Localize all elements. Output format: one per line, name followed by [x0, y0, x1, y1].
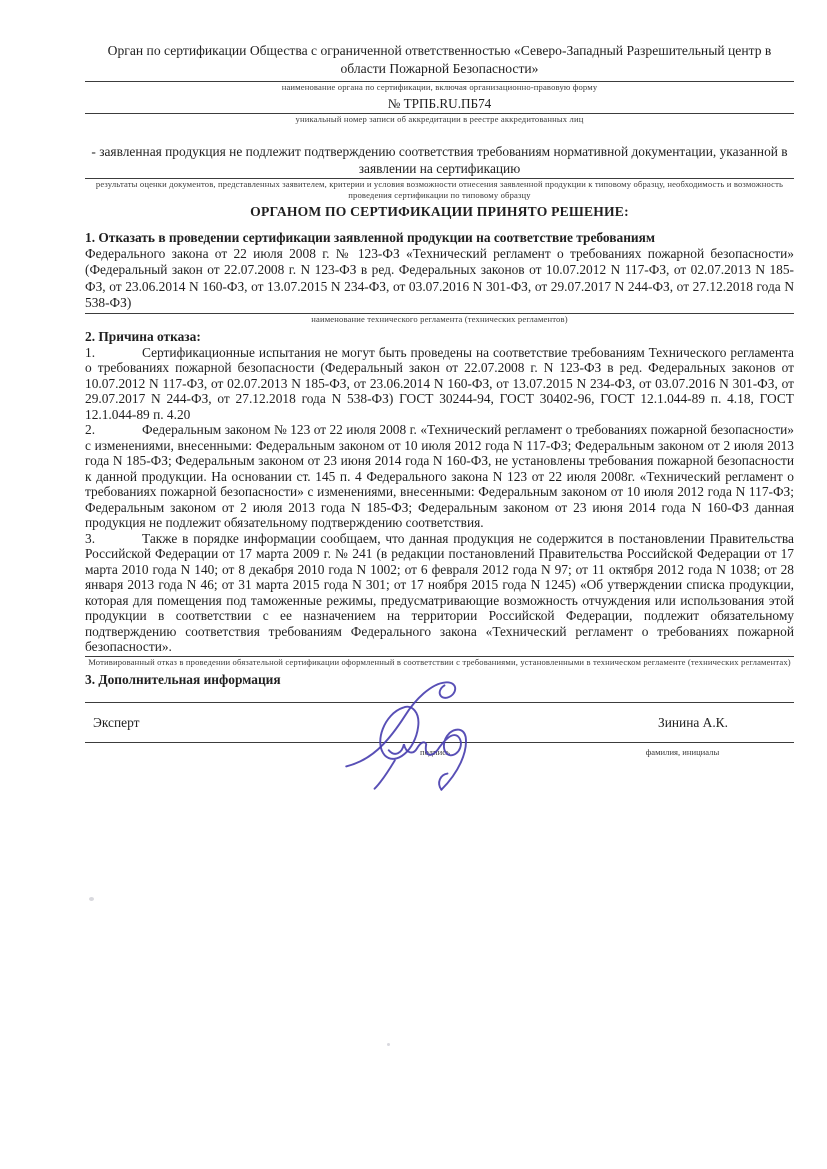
section3-heading: 3. Дополнительная информация: [85, 671, 281, 687]
org-name-caption: наименование органа по сертификации, включая организационно-правовую форму: [281, 82, 598, 92]
item-number: 3.: [85, 530, 96, 546]
signer-name: Зинина А.К.: [658, 714, 728, 730]
scan-artifact: [387, 1043, 390, 1046]
section2-caption: Мотивированный отказ в проведении обязательной сертификации оформленный в соответствии с требованиями, установленными в техническом регламенте (технических регламентах): [88, 656, 791, 667]
item-text: Также в порядке информации сообщаем, что данная продукция не содержится в постановлении Правительства Российской Федерации от 17 марта 2009 г. № 241 (в редакции постановлений Правительства Российской Федерации от 17 марта 2010 года N 140; от 8 декабря 2010 года N 1002; от 6 февраля 2012 года N 97; от 11 октября 2012 года N 1038; от 28 января 2013 года N 46; от 31 марта 2015 года N 301; от 17 ноября 2015 года N 1245) «Об утверждении списка продукции, которая для помещения под таможенные режимы, предусматривающие возможность отчуждения или использования этой продукции в соответствии с ее назначением на территории Российской Федерации, подлежит обязательному подтверждению соответствия требованиям Федерального закона «Технический регламент о требованиях пожарной безопасности».: [85, 530, 794, 655]
item-number: 1.: [85, 344, 96, 360]
document-content: [85, 42, 794, 768]
section2-heading: 2. Причина отказа:: [85, 328, 201, 344]
signature-rule-top: [85, 702, 794, 703]
item-text: Федеральным законом № 123 от 22 июля 2008 г. «Технический регламент о требованиях пожарной безопасности» с изменениями, внесенными: Федеральным законом от 10 июля 2012 года N 117-ФЗ; Федеральным законом от 2 июля 2013 года N 185-ФЗ; Федеральным законом от 23 июня 2014 года N 160-ФЗ, не установлены требования пожарной безопасности к данной продукции. На основании ст. 145 п. 4 Федерального закона N 123 от 22 июля 2008г. «Технический регламент о требованиях пожарной безопасности» с изменениями, внесенными: Федеральным законом от 10 июля 2012 года N 117-ФЗ; Федеральным законом от 2 июля 2013 года N 185-ФЗ; Федеральным законом от 23 июня 2014 года N 160-ФЗ данная продукция не подлежит обязательному подтверждению соответствия.: [85, 422, 794, 531]
accreditation-number: № ТРПБ.RU.ПБ74: [387, 96, 492, 111]
certification-body-name: Орган по сертификации Общества с ограниченной ответственностью «Северо-Западный Разрешительный центр в области Пожарной Безопасности»: [107, 43, 772, 76]
item-number: 2.: [85, 422, 96, 438]
section1-heading: 1. Отказать в проведении сертификации заявленной продукции на соответствие требованиям: [85, 230, 656, 245]
signer-role: Эксперт: [93, 714, 140, 730]
name-caption: фамилия, инициалы: [645, 746, 720, 757]
section1-body: Федерального закона от 22 июля 2008 г. № 123-ФЗ «Технический регламент о требованиях пожарной безопасности» (Федеральный закон от 22.07.2008 г. N 123-ФЗ в ред. Федеральных законов от 10.07.2012 N 117-ФЗ, от 02.07.2013 N 185-ФЗ, от 23.06.2014 N 160-ФЗ, от 13.07.2015 N 234-ФЗ, от 03.07.2016 N 301-ФЗ, от 29.07.2017 N 244-ФЗ, от 27.12.2018 года N 538-ФЗ): [85, 246, 794, 311]
signature-caption: подпись: [420, 746, 450, 757]
assessment-caption: результаты оценки документов, представленных заявителем, критерии и условия возможности отнесения заявленной продукции к типовому образцу, необходимость и возможность проведения сертификации по типовому образцу: [95, 179, 784, 200]
refusal-reason-item: [85, 345, 794, 423]
accreditation-number-caption: уникальный номер записи об аккредитации в реестре аккредитованных лиц: [295, 114, 584, 124]
scan-artifact: [89, 897, 94, 901]
refusal-reason-item: [85, 531, 794, 655]
item-text: Сертификационные испытания не могут быть проведены на соответствие требованиям Технического регламента о требованиях пожарной безопасности (Федеральный закон от 22.07.2008 г. N 123-ФЗ в ред. Федеральных законов от 10.07.2012 N 117-ФЗ, от 02.07.2013 N 185-ФЗ, от 23.06.2014 N 160-ФЗ, от 13.07.2015 N 234-ФЗ, от 03.07.2016 N 301-ФЗ, от 29.07.2017 N 244-ФЗ, от 27.12.2018 года N 538-ФЗ) ГОСТ 30244-94, ГОСТ 30402-96, ГОСТ 12.1.044-89 п. 4.18, ГОСТ 12.1.044-89 п. 4.20: [85, 344, 794, 422]
refusal-reason-item: [85, 422, 794, 531]
assessment-statement: - заявленная продукция не подлежит подтверждению соответствия требованиям нормативной документации, указанной в заявлении на сертификацию: [91, 144, 788, 176]
signature-rule-bottom: [85, 742, 794, 743]
signature-block: [85, 702, 794, 768]
section1-caption: наименование технического регламента (технических регламентов): [311, 313, 568, 324]
decision-heading: ОРГАНОМ ПО СЕРТИФИКАЦИИ ПРИНЯТО РЕШЕНИЕ:: [250, 204, 629, 219]
